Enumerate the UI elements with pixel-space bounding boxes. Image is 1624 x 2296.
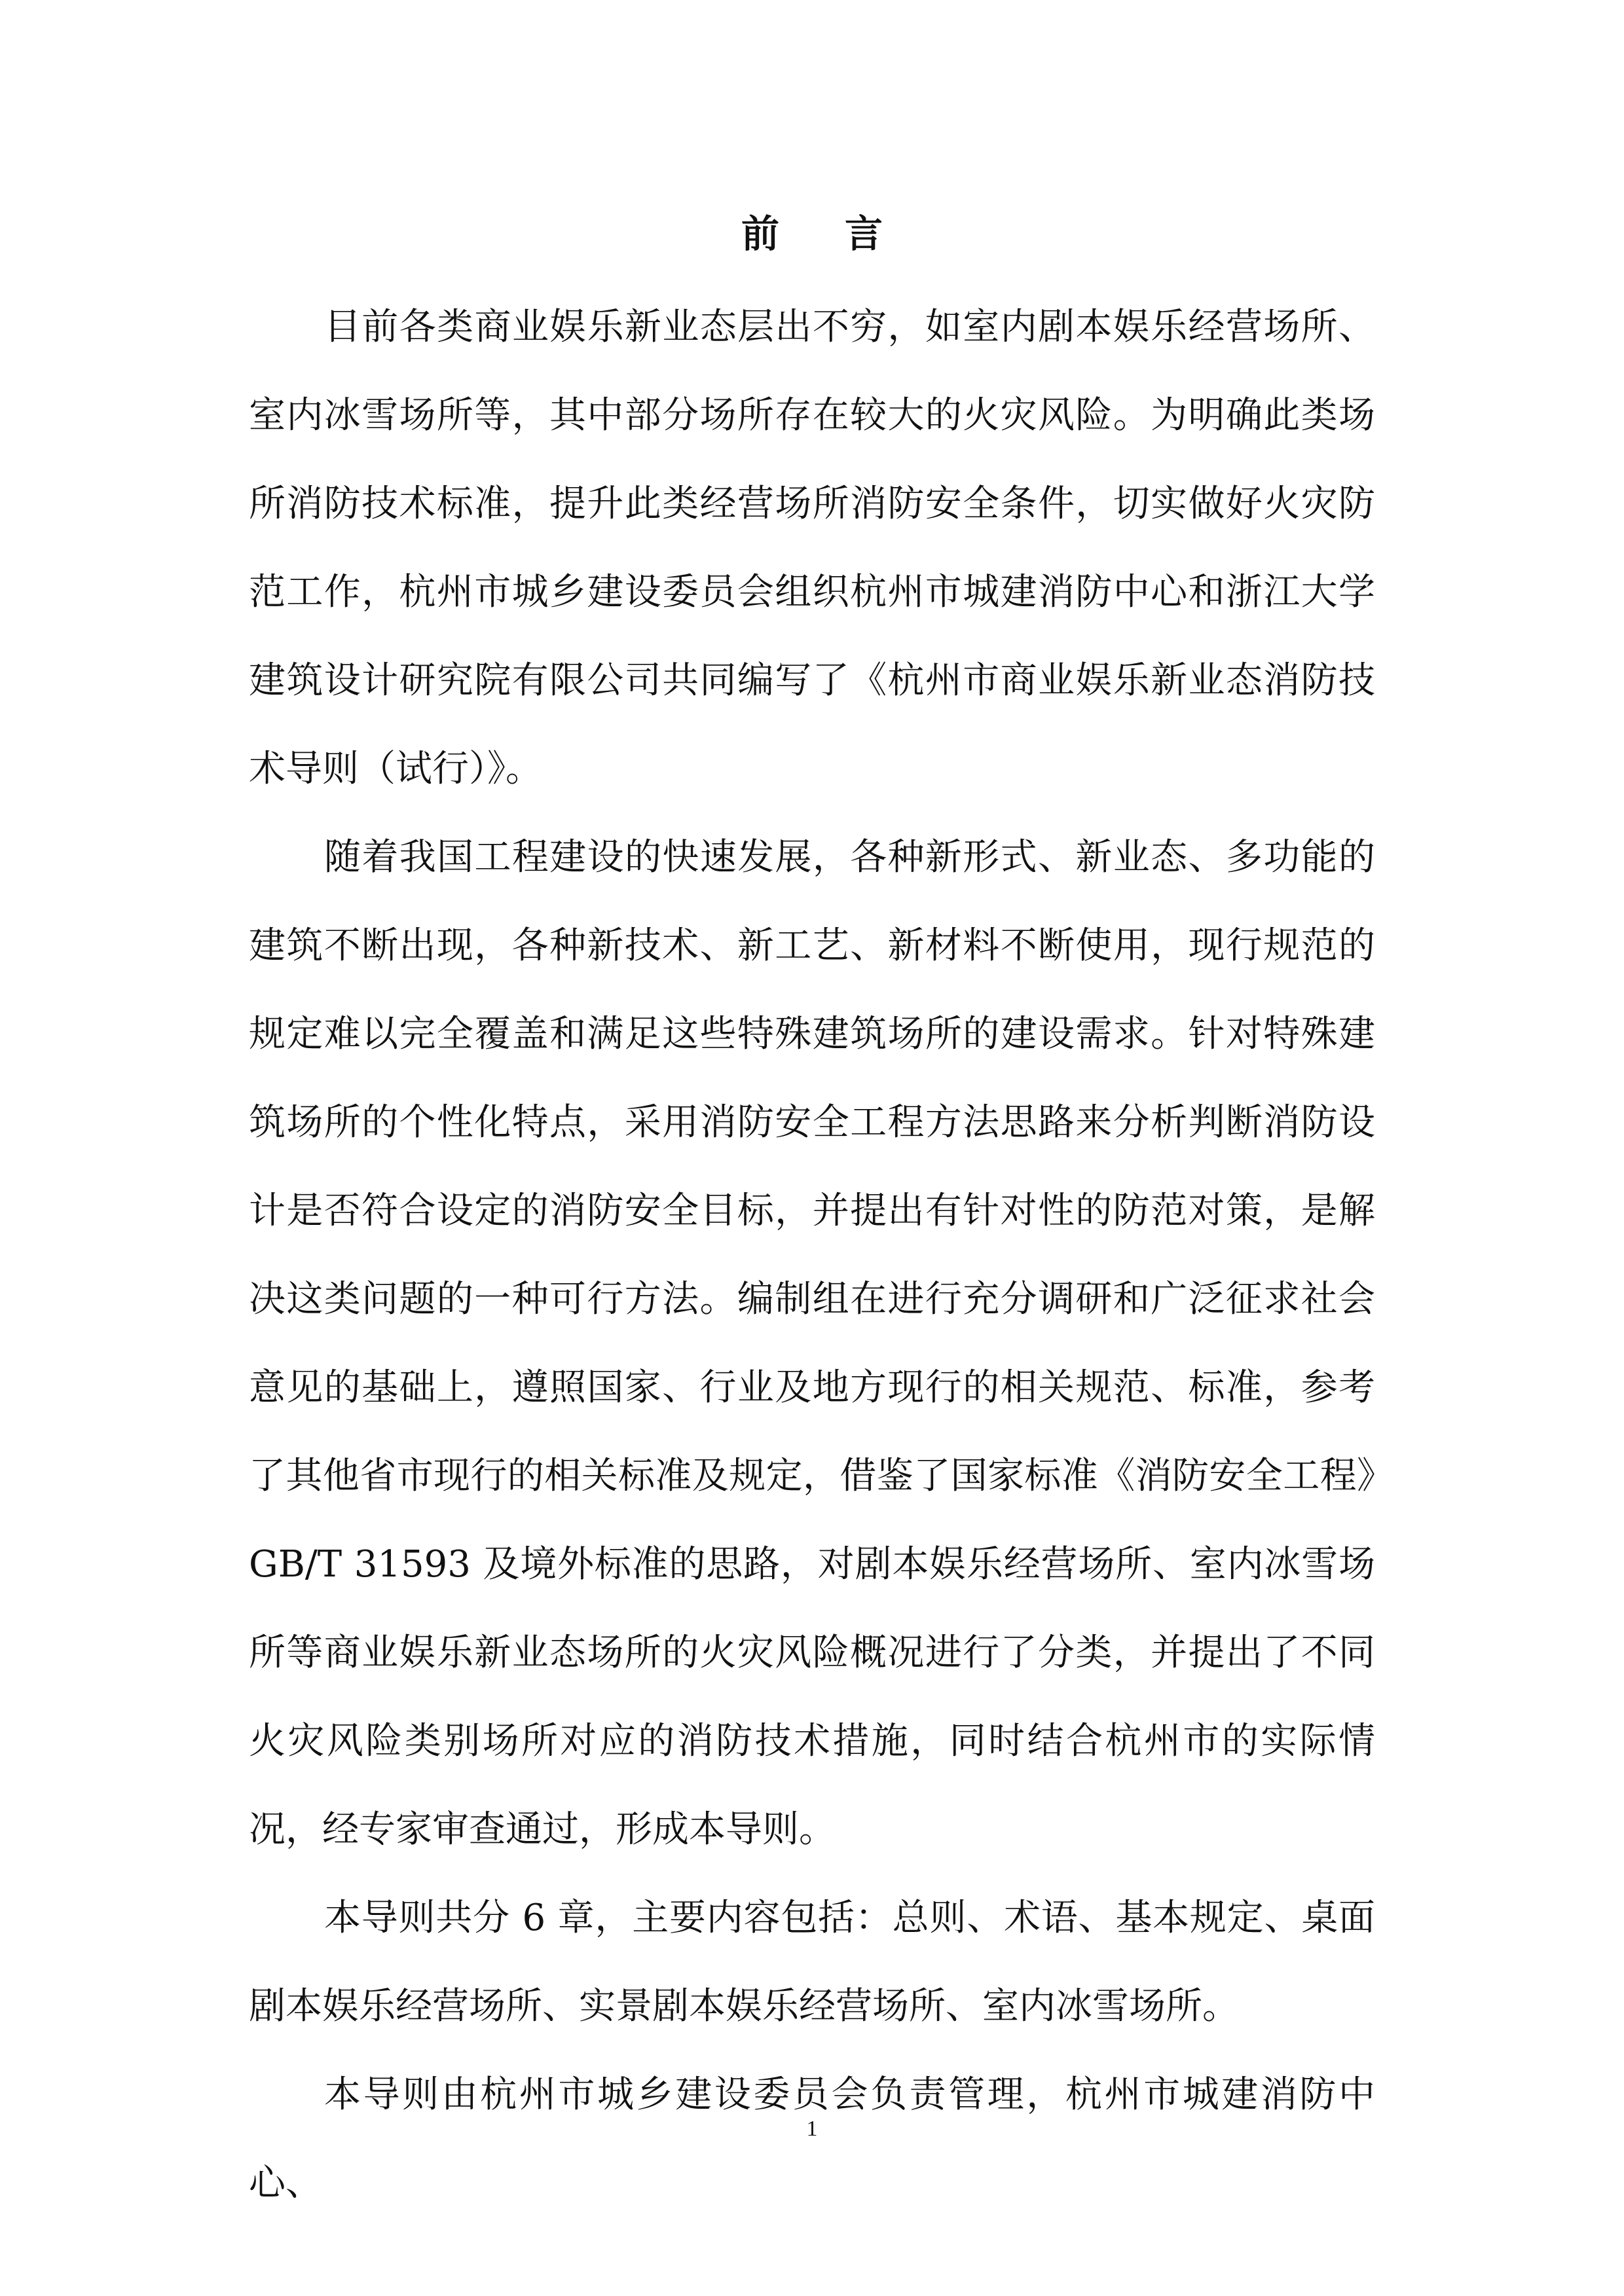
paragraph-2: 随着我国工程建设的快速发展，各种新形式、新业态、多功能的建筑不断出现，各种新技术、新工艺、新材料不断使用，现行规范的规定难以完全覆盖和满足这些特殊建筑场所的建设需求。针对特殊建筑场所的个性化特点，采用消防安全工程方法思路来分析判断消防设计是否符合设定的消防安全目标，并提出有针对性的防范对策，是解决这类问题的一种可行方法。编制组在进行充分调研和广泛征求社会意见的基础上，遵照国家、行业及地方现行的相关规范、标准，参考了其他省市现行的相关标准及规定，借鉴了国家标准《消防安全工程》GB/T 31593 及境外标准的思路，对剧本娱乐经营场所、室内冰雪场所等商业娱乐新业态场所的火灾风险概况进行了分类，并提出了不同火灾风险类别场所对应的消防技术措施，同时结合杭州市的实际情况，经专家审查通过，形成本导则。: [249, 836, 1375, 1851]
paragraph-4: 本导则由杭州市城乡建设委员会负责管理，杭州市城建消防中心、: [249, 2073, 1375, 2204]
body-text: [249, 283, 1375, 2227]
page-title: [0, 211, 1624, 257]
paragraph-3: 本导则共分 6 章，主要内容包括：总则、术语、基本规定、桌面剧本娱乐经营场所、实景剧本娱乐经营场所、室内冰雪场所。: [249, 1897, 1375, 2028]
page-number: 1: [806, 2117, 818, 2141]
page-title-part-2: 言: [845, 211, 883, 256]
page-title-part-1: 前: [741, 211, 779, 256]
paragraph-1: 目前各类商业娱乐新业态层出不穷，如室内剧本娱乐经营场所、室内冰雪场所等，其中部分场所存在较大的火灾风险。为明确此类场所消防技术标准，提升此类经营场所消防安全条件，切实做好火灾防范工作，杭州市城乡建设委员会组织杭州市城建消防中心和浙江大学建筑设计研究院有限公司共同编写了《杭州市商业娱乐新业态消防技术导则（试行）》。: [249, 306, 1375, 790]
